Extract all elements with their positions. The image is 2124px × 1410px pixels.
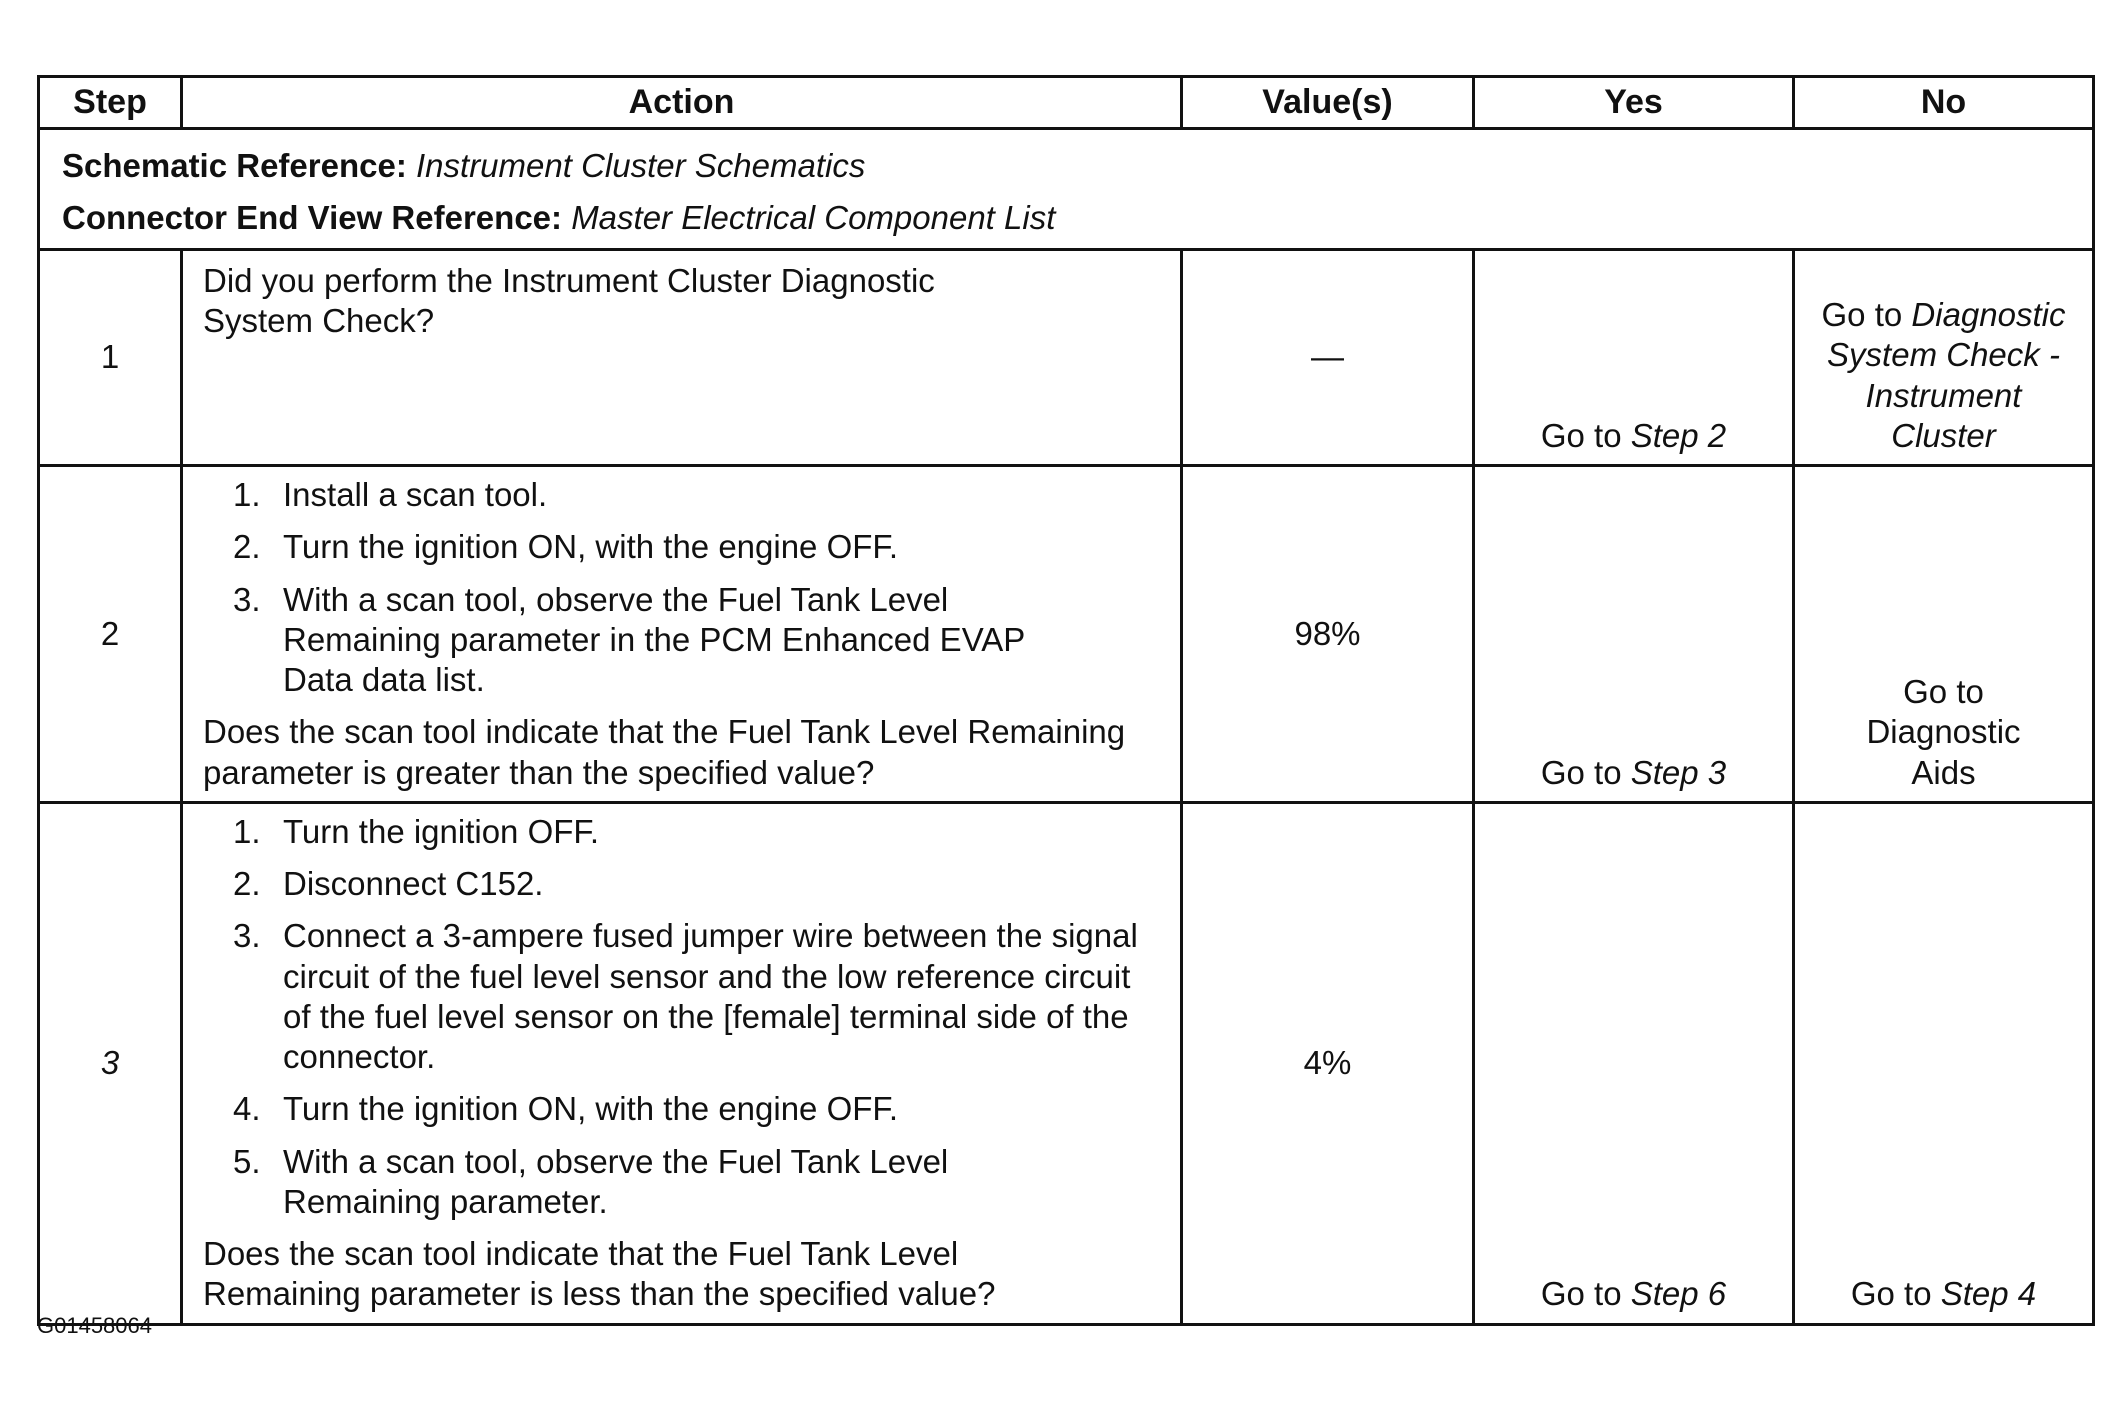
connector-reference-label: Connector End View Reference: [62, 199, 563, 236]
action-cell [182, 802, 1182, 1324]
list-item: 3. With a scan tool, observe the Fuel Tank Level Remaining parameter in the PCM Enhanced EVAP Data data list. [233, 580, 1025, 698]
connector-reference-link[interactable]: Master Electrical Component List [571, 199, 1056, 236]
schematic-reference-link[interactable]: Instrument Cluster Schematics [416, 147, 866, 184]
table-row [39, 466, 2094, 803]
action-steps [203, 812, 1160, 1222]
no-link[interactable]: Diagnostic System Check - Instrument Cluster [1827, 296, 2066, 454]
list-item: 2. Disconnect C152. [233, 865, 544, 902]
action-cell [182, 466, 1182, 803]
yes-cell [1474, 250, 1794, 466]
reference-row [39, 129, 2094, 250]
header-values: Value(s) [1182, 77, 1474, 129]
action-question: Does the scan tool indicate that the Fuel Tank Level Remaining parameter is less than the specified value? [203, 1235, 996, 1313]
table-row [39, 802, 2094, 1324]
diagnostic-table [37, 75, 2095, 1326]
yes-cell [1474, 466, 1794, 803]
action-question: Did you perform the Instrument Cluster Diagnostic System Check? [203, 262, 935, 340]
step-number: 1 [39, 250, 182, 466]
header-no: No [1794, 77, 2094, 129]
action-steps [203, 475, 1160, 700]
yes-link[interactable]: Step 2 [1630, 416, 1727, 454]
connector-reference [62, 192, 2070, 244]
header-action: Action [182, 77, 1182, 129]
schematic-reference [62, 140, 2070, 192]
no-prefix: Go to [1850, 1275, 1941, 1313]
header-row [39, 77, 2094, 129]
list-item: 1. Install a scan tool. [233, 476, 548, 513]
yes-link[interactable]: Step 3 [1630, 753, 1727, 791]
yes-cell [1474, 802, 1794, 1324]
yes-link[interactable]: Step 6 [1630, 1275, 1727, 1313]
list-item: 4. Turn the ignition ON, with the engine OFF. [233, 1090, 899, 1128]
table-row [39, 250, 2094, 466]
value-cell: 4% [1182, 802, 1474, 1324]
step-number: 3 [39, 802, 182, 1324]
no-prefix: Go to [1821, 296, 1912, 333]
value-cell: — [1182, 250, 1474, 466]
no-text[interactable]: Go to Diagnostic Aids [1866, 673, 2021, 791]
header-yes: Yes [1474, 77, 1794, 129]
yes-prefix: Go to [1540, 1275, 1631, 1313]
value-cell: 98% [1182, 466, 1474, 803]
no-cell [1794, 802, 2094, 1324]
list-item: 1. Turn the ignition OFF. [233, 812, 600, 850]
action-cell [182, 250, 1182, 466]
yes-prefix: Go to [1540, 753, 1631, 791]
yes-prefix: Go to [1540, 416, 1631, 454]
reference-cell [39, 129, 2094, 250]
list-item: 2. Turn the ignition ON, with the engine OFF. [233, 528, 899, 566]
figure-id: G01458064 [37, 1313, 152, 1338]
list-item: 5. With a scan tool, observe the Fuel Tank Level Remaining parameter. [233, 1142, 949, 1220]
no-cell [1794, 250, 2094, 466]
header-step: Step [39, 77, 182, 129]
no-link[interactable]: Step 4 [1940, 1275, 2037, 1313]
step-number: 2 [39, 466, 182, 803]
schematic-reference-label: Schematic Reference: [62, 147, 407, 184]
no-cell [1794, 466, 2094, 803]
action-question: Does the scan tool indicate that the Fuel Tank Level Remaining parameter is greater than the specified value? [203, 713, 1126, 791]
list-item: 3. Connect a 3-ampere fused jumper wire between the signal circuit of the fuel level sensor and the low reference circuit of the fuel level sensor on the [female] terminal side of the connector. [233, 917, 1138, 1075]
